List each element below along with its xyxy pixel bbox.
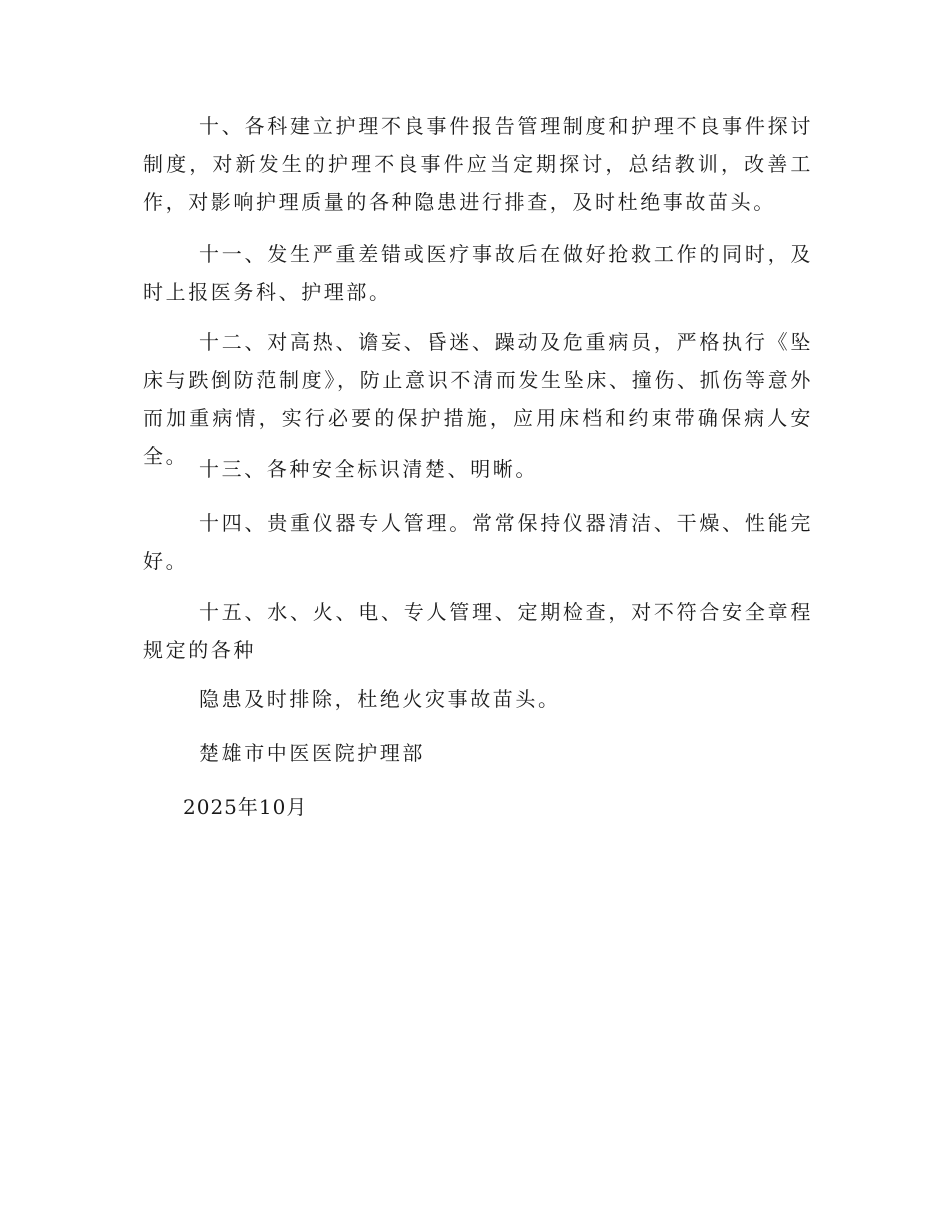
paragraph-13: 十三、各种安全标识清楚、明晰。 [199,457,538,481]
paragraph-12: 十二、对高热、谵妄、昏迷、躁动及危重病员，严格执行《坠床与跌倒防范制度》，防止意识不清而发生坠床、撞伤、抓伤等意外而加重病情，实行必要的保护措施，应用床档和约束带确保病人安全。 [143,330,813,468]
signature: 楚雄市中医医院护理部 [199,741,425,765]
paragraph-15: 十五、水、火、电、专人管理、定期检查，对不符合安全章程规定的各种 [143,600,813,662]
paragraph-10: 十、各科建立护理不良事件报告管理制度和护理不良事件探讨制度，对新发生的护理不良事件应当定期探讨，总结教训，改善工作，对影响护理质量的各种隐患进行排查，及时杜绝事故苗头。 [143,114,813,214]
paragraph-15-continuation: 隐患及时排除，杜绝火灾事故苗头。 [199,687,561,711]
date: 2025年10月 [183,795,308,819]
paragraph-14: 十四、贵重仪器专人管理。常常保持仪器清洁、干燥、性能完好。 [143,511,813,573]
paragraph-11: 十一、发生严重差错或医疗事故后在做好抢救工作的同时，及时上报医务科、护理部。 [143,242,813,304]
